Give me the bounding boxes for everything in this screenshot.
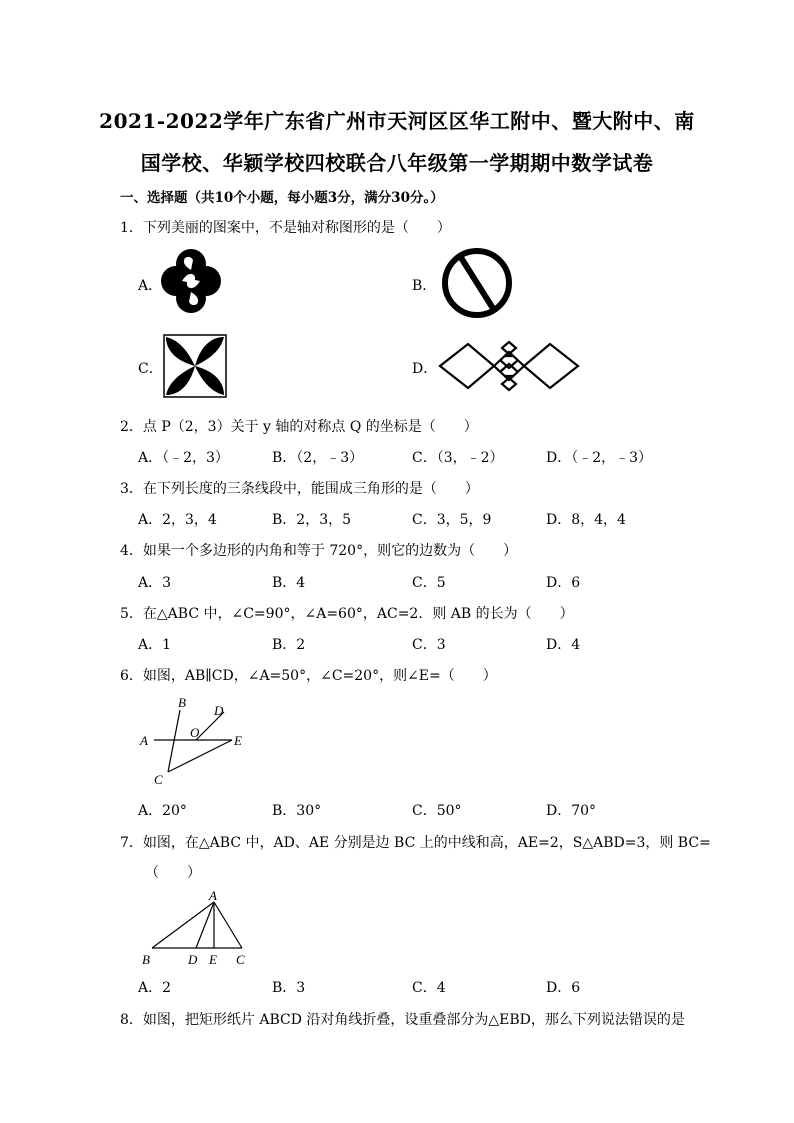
q7-label-a: A xyxy=(209,888,217,903)
q4-option-a: A．3 xyxy=(138,575,172,591)
q5-option-a: A．1 xyxy=(138,637,172,653)
q4-option-b: B．4 xyxy=(272,575,306,591)
q1-option-a-label: A． xyxy=(138,278,163,294)
q2-option-c: C．（3，﹣2） xyxy=(412,450,504,466)
q3-option-b: B．2，3，5 xyxy=(272,512,352,528)
q6-label-o: O xyxy=(190,725,200,740)
q5-option-c: C．3 xyxy=(412,637,446,653)
exam-title-line2: 国学校、华颖学校四校联合八年级第一学期期中数学试卷 xyxy=(140,151,654,175)
q6-option-b: B．30° xyxy=(272,803,322,819)
q3-option-c: C．3，5，9 xyxy=(412,512,492,528)
question-2-stem: 2．点 P（2，3）关于 y 轴的对称点 Q 的坐标是（ ） xyxy=(120,419,478,435)
q7-label-d: D xyxy=(188,952,198,967)
q2-option-b: B．（2，﹣3） xyxy=(272,450,364,466)
question-7-stem-continued: （ ） xyxy=(145,865,201,881)
q6-label-b: B xyxy=(178,695,186,710)
q7-option-b: B．3 xyxy=(272,980,306,996)
q7-option-d: D．6 xyxy=(546,980,581,996)
q1-option-c-figure xyxy=(163,334,227,398)
question-1-stem: 1．下列美丽的图案中，不是轴对称图形的是（ ） xyxy=(120,220,451,236)
q6-geometry-figure xyxy=(138,694,258,790)
exam-title-line1: 2021-2022学年广东省广州市天河区区华工附中、暨大附中、南 xyxy=(99,109,695,133)
q6-label-e: E xyxy=(234,733,242,748)
section-heading: 一、选择题（共10个小题，每小题3分，满分30分。） xyxy=(120,190,444,206)
question-7-stem: 7．如图，在△ABC 中，AD、AE 分别是边 BC 上的中线和高，AE=2，S△ABD=3，则 BC= xyxy=(120,835,711,851)
q7-option-a: A．2 xyxy=(138,980,172,996)
q7-label-c: C xyxy=(236,952,245,967)
q1-option-b-label: B． xyxy=(412,278,437,294)
q6-label-c: C xyxy=(154,772,163,787)
q4-option-c: C．5 xyxy=(412,575,446,591)
q6-option-c: C．50° xyxy=(412,803,462,819)
q7-label-b: B xyxy=(142,952,150,967)
q5-option-d: D．4 xyxy=(546,637,581,653)
q2-option-d: D．（﹣2，﹣3） xyxy=(546,450,653,466)
q1-option-d-figure xyxy=(438,340,580,392)
q7-triangle-figure xyxy=(138,888,258,970)
q7-option-c: C．4 xyxy=(412,980,446,996)
q7-label-e: E xyxy=(209,952,217,967)
question-5-stem: 5．在△ABC 中，∠C=90°，∠A=60°，AC=2．则 AB 的长为（ ） xyxy=(120,606,574,622)
q6-option-a: A．20° xyxy=(138,803,187,819)
q3-option-a: A．2，3，4 xyxy=(138,512,217,528)
q6-option-d: D．70° xyxy=(546,803,597,819)
q2-option-a: A．（﹣2，3） xyxy=(138,450,229,466)
q1-option-a-figure xyxy=(160,248,222,314)
q4-option-d: D．6 xyxy=(546,575,581,591)
q1-option-c-label: C． xyxy=(138,361,163,377)
question-3-stem: 3．在下列长度的三条线段中，能围成三角形的是（ ） xyxy=(120,481,479,497)
q5-option-b: B．2 xyxy=(272,637,306,653)
q6-label-d: D xyxy=(214,703,224,718)
q1-option-d-label: D． xyxy=(412,361,438,377)
q6-label-a: A xyxy=(140,733,148,748)
question-8-stem: 8．如图，把矩形纸片 ABCD 沿对角线折叠，设重叠部分为△EBD，那么下列说法错误的是 xyxy=(120,1012,685,1028)
question-6-stem: 6．如图，AB∥CD，∠A=50°，∠C=20°，则∠E=（ ） xyxy=(120,668,497,684)
q1-option-b-figure xyxy=(438,246,516,320)
q3-option-d: D．8，4，4 xyxy=(546,512,626,528)
question-4-stem: 4．如果一个多边形的内角和等于 720°，则它的边数为（ ） xyxy=(120,543,518,559)
